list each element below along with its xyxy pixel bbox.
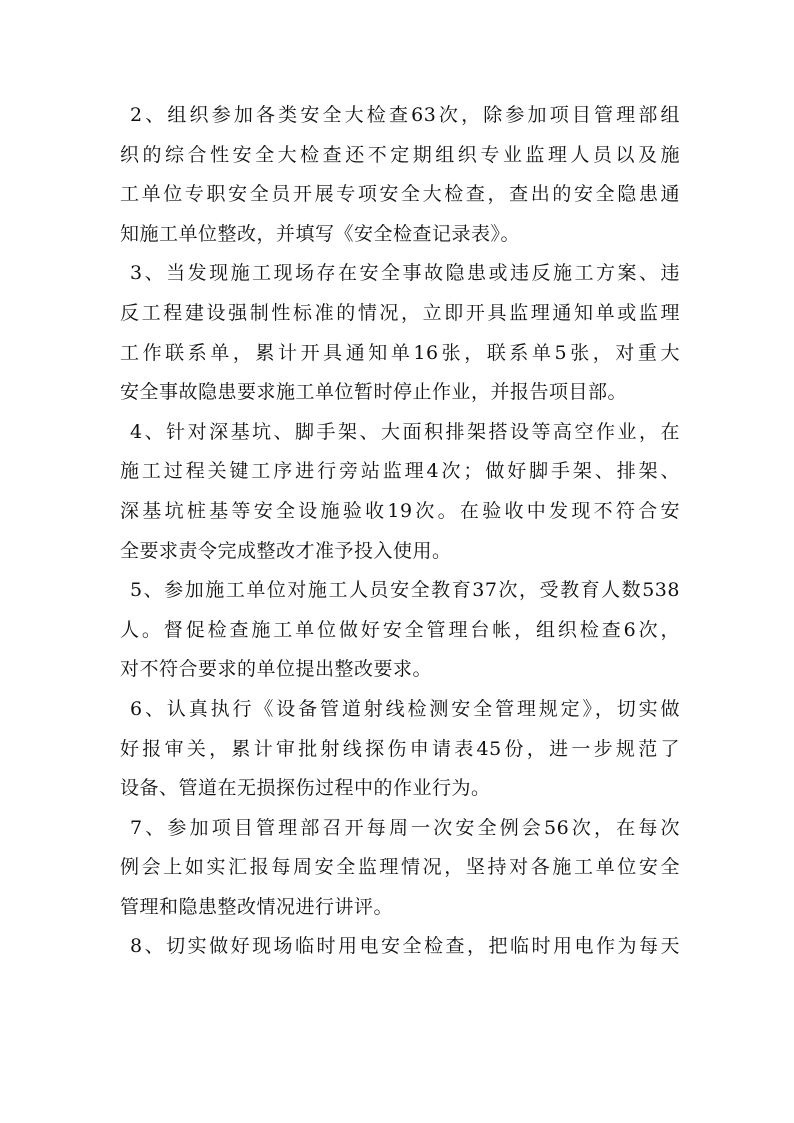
text-line: 8、切实做好现场临时用电安全检查，把临时用电作为每天 [130,935,680,958]
text-line: 2、组织参加各类安全大检查63次，除参加项目管理部组 [130,104,680,126]
paragraph-item-5 [120,571,680,690]
text-line: 织的综合性安全大检查还不定期组织专业监理人员以及施 [120,143,680,166]
paragraph-item-6 [120,690,680,809]
text-line: 6、认真执行《设备管道射线检测安全管理规定》，切实做 [130,697,680,720]
text-line: 全要求责令完成整改才准予投入使用。 [120,539,452,562]
text-line: 安全事故隐患要求施工单位暂时停止作业，并报告项目部。 [120,381,628,404]
text-line: 对不符合要求的单位提出整改要求。 [120,658,433,681]
document-body [120,96,680,967]
text-line: 设备、管道在无损探伤过程中的作业行为。 [120,777,491,800]
paragraph-item-3 [120,254,680,412]
text-line: 工作联系单，累计开具通知单16张，联系单5张，对重大 [120,341,680,364]
text-line: 7、参加项目管理部召开每周一次安全例会56次，在每次 [130,816,680,839]
text-line: 施工过程关键工序进行旁站监理4次；做好脚手架、排架、 [120,460,680,483]
paragraph-item-7 [120,809,680,928]
text-line: 例会上如实汇报每周安全监理情况，坚持对各施工单位安全 [120,856,680,879]
text-line: 深基坑桩基等安全设施验收19次。在验收中发现不符合安 [120,499,680,522]
text-line: 4、针对深基坑、脚手架、大面积排架搭设等高空作业，在 [130,420,680,443]
text-line: 反工程建设强制性标准的情况，立即开具监理通知单或监理 [120,301,680,324]
text-line: 知施工单位整改，并填写《安全检查记录表》。 [120,222,521,245]
paragraph-item-4 [120,413,680,571]
text-line: 好报审关，累计审批射线探伤申请表45份，进一步规范了 [120,737,680,760]
text-line: 5、参加施工单位对施工人员安全教育37次，受教育人数538 [130,579,680,602]
paragraph-item-2 [120,96,680,254]
paragraph-item-8 [120,927,680,967]
text-line: 工单位专职安全员开展专项安全大检查，查出的安全隐患通 [120,183,680,206]
text-line: 管理和隐患整改情况进行讲评。 [120,895,394,918]
text-line: 人。督促检查施工单位做好安全管理台帐，组织检查6次， [120,618,680,641]
text-line: 3、当发现施工现场存在安全事故隐患或违反施工方案、违 [130,262,680,285]
